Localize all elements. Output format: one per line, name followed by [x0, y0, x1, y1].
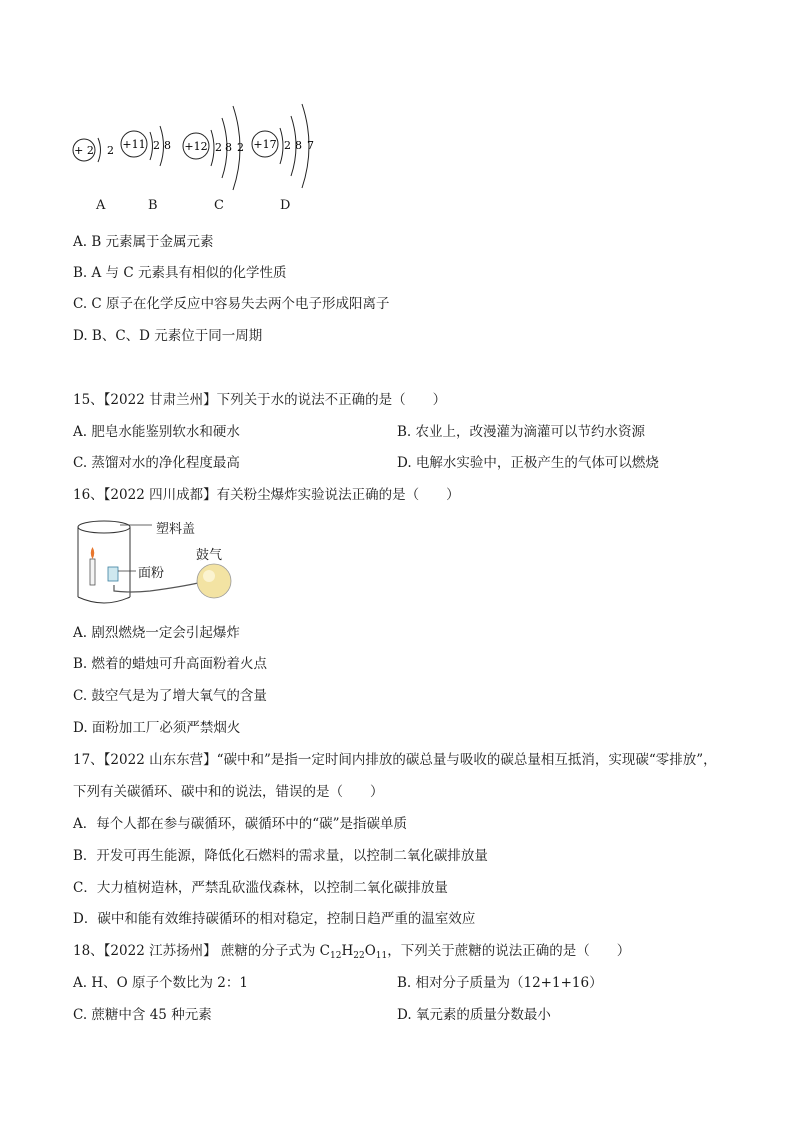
- pump-label: 鼓气: [196, 548, 223, 563]
- q18-stem: [73, 939, 630, 961]
- atom-c-nucleus: +12: [184, 140, 208, 153]
- q17-option-c: C．大力植树造林，严禁乱砍滥伐森林，以控制二氧化碳排放量: [73, 880, 448, 896]
- atom-c: [183, 106, 244, 190]
- q16-option-c: C. 鼓空气是为了增大氧气的含量: [73, 688, 267, 704]
- atom-b-shell-2: 8: [164, 139, 171, 152]
- q17-option-d: D．碳中和能有效维持碳循环的相对稳定，控制日趋严重的温室效应: [73, 911, 476, 927]
- q18-sub-h: 22: [353, 951, 365, 961]
- lid-label: 塑料盖: [156, 522, 196, 537]
- atom-c-shell-2: 8: [225, 141, 232, 154]
- q14-option-a: A. B 元素属于金属元素: [73, 234, 214, 250]
- q18-sub-o: 11: [375, 951, 388, 961]
- q14-option-d: D. B、C、D 元素位于同一周期: [73, 328, 263, 344]
- atom-d-shell-1: 2: [284, 139, 291, 152]
- atom-label-b: B: [148, 198, 158, 213]
- q18-option-d: D. 氧元素的质量分数最小: [397, 1007, 551, 1023]
- q15-stem: 15、【2022 甘肃兰州】下列关于水的说法不正确的是（ ）: [73, 392, 447, 408]
- atom-d-shell-2: 8: [295, 139, 302, 152]
- atom-a-nucleus: + 2: [74, 144, 94, 157]
- atom-d-nucleus: +17: [253, 138, 277, 151]
- q16-stem: 16、【2022 四川成都】有关粉尘爆炸实验说法正确的是（ ）: [73, 487, 460, 503]
- q18-stem-post: ，下列关于蔗糖的说法正确的是（ ）: [387, 943, 631, 959]
- q14-option-b: B. A 与 C 元素具有相似的化学性质: [73, 265, 287, 281]
- q17-stem-line-1: 17、【2022 山东东营】“碳中和”是指一定时间内排放的碳总量与吸收的碳总量相互抵消，实现碳“零排放”，: [73, 752, 717, 768]
- atom-label-a: A: [96, 198, 106, 213]
- q14-option-c: C. C 原子在化学反应中容易失去两个电子形成阳离子: [73, 296, 390, 312]
- atom-a: [73, 138, 114, 162]
- q15-option-d: D. 电解水实验中，正极产生的气体可以燃烧: [397, 455, 659, 471]
- atom-label-d: D: [280, 198, 291, 213]
- q17-option-a: A．每个人都在参与碳循环，碳循环中的“碳”是指碳单质: [73, 816, 408, 832]
- q16-option-b: B. 燃着的蜡烛可升高面粉着火点: [73, 656, 268, 672]
- q18-o: O: [364, 943, 376, 959]
- q17-stem-line-2: 下列有关碳循环、碳中和的说法，错误的是（ ）: [73, 784, 384, 800]
- atom-d-shell-3: 7: [307, 139, 314, 152]
- q18-sub-c: 12: [330, 951, 342, 961]
- atom-b-shell-1: 2: [153, 139, 160, 152]
- atom-label-c: C: [214, 198, 224, 213]
- q18-option-b: B. 相对分子质量为（12+1+16）: [397, 975, 603, 991]
- q18-option-a: A. H、O 原子个数比为 2：1: [73, 975, 248, 991]
- atom-d: [252, 104, 314, 188]
- q18-option-c: C. 蔗糖中含 45 种元素: [73, 1007, 212, 1023]
- q15-option-c: C. 蒸馏对水的净化程度最高: [73, 455, 240, 471]
- q16-option-a: A. 剧烈燃烧一定会引起爆炸: [73, 625, 240, 641]
- q18-stem-pre: 18、【2022 江苏扬州】 蔗糖的分子式为 C: [73, 943, 330, 959]
- q17-option-b: B．开发可再生能源，降低化石燃料的需求量，以控制二氧化碳排放量: [73, 848, 488, 864]
- q15-option-a: A. 肥皂水能鉴别软水和硬水: [73, 424, 240, 440]
- flour-label: 面粉: [138, 566, 165, 581]
- q16-option-d: D. 面粉加工厂必须严禁烟火: [73, 720, 241, 736]
- atom-c-shell-3: 2: [237, 141, 244, 154]
- atom-b-nucleus: +11: [122, 138, 146, 151]
- atom-a-shell-1: 2: [107, 144, 114, 157]
- atom-c-shell-1: 2: [215, 141, 222, 154]
- q15-option-b: B. 农业上，改漫灌为滴灌可以节约水资源: [397, 424, 646, 440]
- q18-h: H: [341, 943, 354, 959]
- atom-b: [121, 126, 171, 166]
